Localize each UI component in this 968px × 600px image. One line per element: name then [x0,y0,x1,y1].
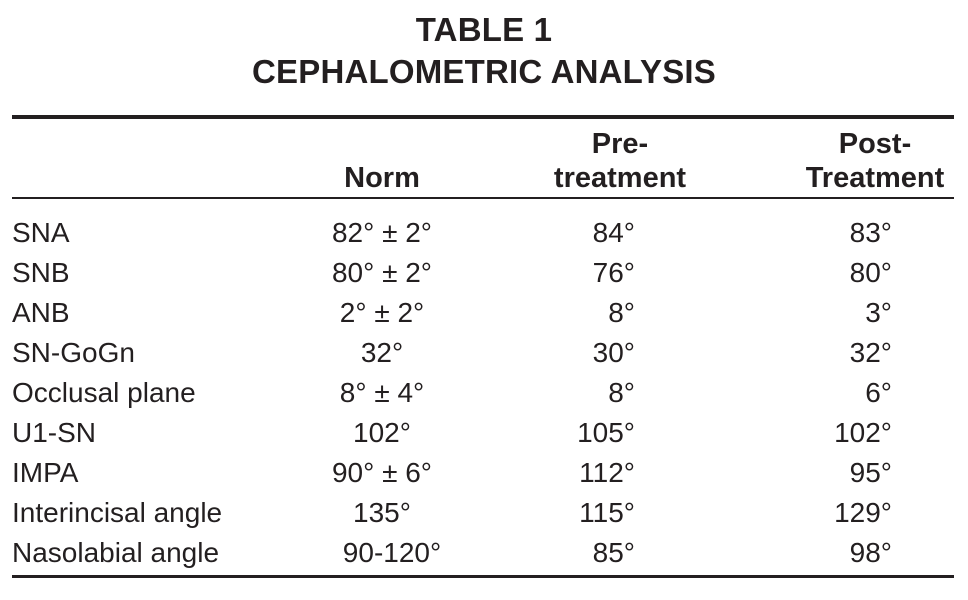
row-norm-value: 2° ± 2° [339,297,425,328]
row-pretreatment-value: 84° [592,217,635,248]
row-posttreatment-value: 32° [849,337,892,368]
row-norm-value: 102° [353,417,411,448]
row-label: Occlusal plane [12,377,196,408]
row-posttreatment-value: 80° [849,257,892,288]
row-pretreatment-value: 112° [579,457,635,488]
table-row [0,535,968,575]
row-norm-value: 8° ± 4° [339,377,425,408]
header-pretreatment-line1: Pre- [591,128,649,160]
table-row [0,215,968,255]
row-posttreatment-value: 3° [865,297,892,328]
row-norm-value: 32° [360,337,404,368]
table-row [0,335,968,375]
table-row [0,375,968,415]
row-posttreatment-value: 83° [849,217,892,248]
row-posttreatment-value: 98° [849,537,892,568]
header-norm: Norm [344,162,420,194]
header-posttreatment-line1: Post- [838,128,912,160]
row-posttreatment-value: 95° [849,457,892,488]
row-norm-value: 90° ± 6° [331,457,433,488]
row-label: Nasolabial angle [12,537,220,568]
row-pretreatment-value: 8° [608,377,635,408]
table-row [0,455,968,495]
row-pretreatment-value: 85° [592,537,635,568]
row-label: SNB [12,257,70,288]
row-norm-value: 90-120° [342,537,442,568]
row-norm-value: 82° ± 2° [331,217,433,248]
table-bottom-rule [12,575,954,578]
row-label: SNA [12,217,70,248]
table-row [0,415,968,455]
row-posttreatment-value: 129° [834,497,892,528]
row-label: U1-SN [12,417,97,448]
table-title-number: TABLE 1 [415,11,553,48]
header-pretreatment-line2: treatment [553,162,687,194]
row-norm-value: 135° [353,497,411,528]
row-pretreatment-value: 8° [608,297,635,328]
row-pretreatment-value: 105° [577,417,635,448]
row-pretreatment-value: 30° [592,337,635,368]
table-title: CEPHALOMETRIC ANALYSIS [252,53,716,90]
row-label: SN-GoGn [12,337,135,368]
row-label: IMPA [12,457,79,488]
table-row [0,495,968,535]
table-header-rule [12,197,954,199]
header-posttreatment-line2: Treatment [805,162,945,194]
row-pretreatment-value: 115° [579,497,635,528]
row-label: Interincisal angle [12,497,223,528]
table-row [0,295,968,335]
row-norm-value: 80° ± 2° [331,257,433,288]
row-label: ANB [12,297,70,328]
row-pretreatment-value: 76° [592,257,635,288]
table-row [0,255,968,295]
row-posttreatment-value: 6° [865,377,892,408]
row-posttreatment-value: 102° [834,417,892,448]
table-top-rule [12,115,954,119]
